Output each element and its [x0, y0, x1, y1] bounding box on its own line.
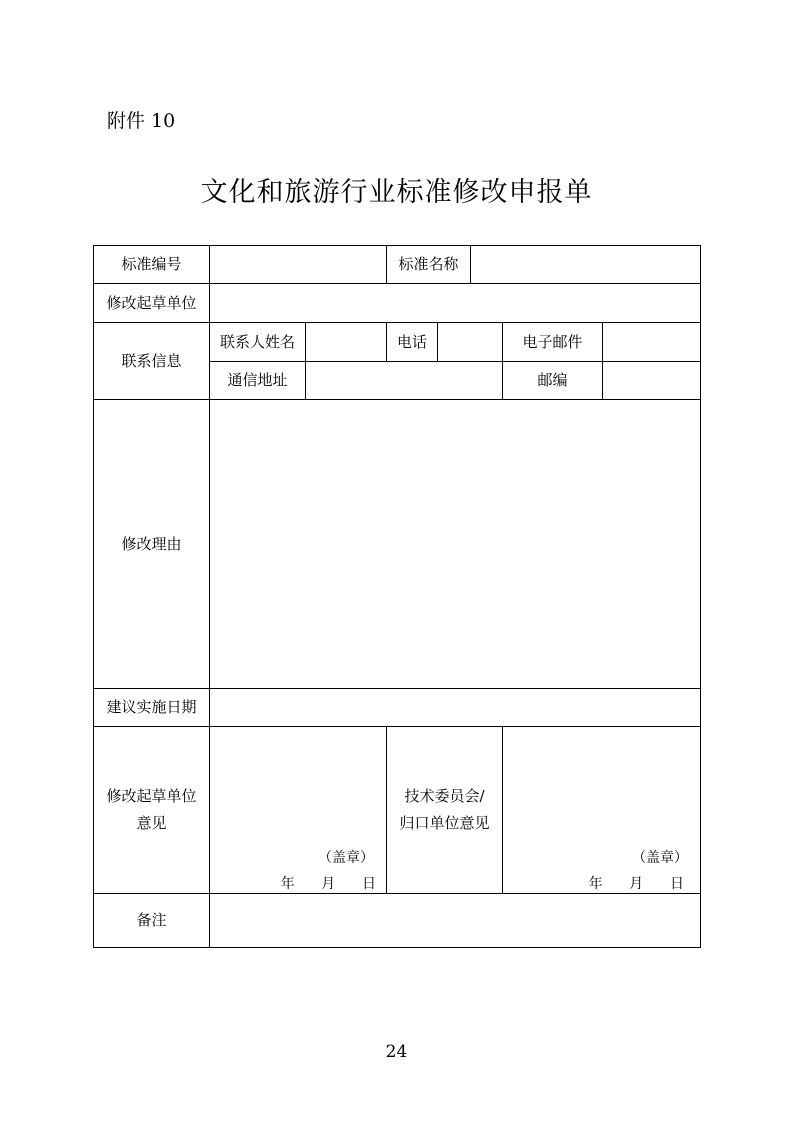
standard-number-field[interactable]	[210, 246, 386, 283]
drafting-unit-label: 修改起草单位	[106, 293, 197, 312]
drafting-opinion-label	[94, 727, 209, 893]
contact-name-label: 联系人姓名	[219, 332, 295, 351]
committee-seal-text: （盖章）	[632, 850, 688, 866]
address-field[interactable]	[306, 362, 502, 399]
contact-info-label: 联系信息	[121, 351, 182, 370]
drafting-date-text: 年 月 日	[280, 876, 376, 892]
drafting-unit-field[interactable]	[210, 284, 700, 322]
contact-name-field[interactable]	[306, 323, 386, 361]
phone-label: 电话	[396, 332, 427, 351]
drafting-opinion-line2: 意见	[136, 814, 167, 832]
drafting-opinion-field[interactable]	[210, 727, 386, 893]
postcode-label: 邮编	[537, 371, 568, 389]
drafting-seal-text: （盖章）	[318, 850, 374, 866]
committee-opinion-field[interactable]	[503, 727, 700, 893]
email-label: 电子邮件	[522, 332, 583, 351]
committee-date-text: 年 月 日	[588, 876, 684, 892]
address-label: 通信地址	[227, 371, 288, 389]
committee-opinion-label	[387, 727, 502, 893]
impl-date-label: 建议实施日期	[106, 698, 197, 716]
standard-number-label: 标准编号	[121, 255, 182, 273]
attachment-label: 附件 10	[107, 110, 176, 132]
impl-date-field[interactable]	[210, 689, 700, 726]
remarks-field[interactable]	[210, 894, 700, 947]
page-number: 24	[385, 1042, 408, 1062]
standard-name-label: 标准名称	[398, 255, 459, 273]
email-field[interactable]	[603, 323, 700, 361]
reason-field[interactable]	[210, 400, 700, 688]
remarks-label: 备注	[136, 911, 167, 929]
application-form-table	[93, 245, 701, 948]
committee-opinion-line2: 归口单位意见	[399, 814, 490, 832]
postcode-field[interactable]	[603, 362, 700, 399]
drafting-opinion-line1: 修改起草单位	[106, 787, 197, 805]
page-title: 文化和旅游行业标准修改申报单	[200, 177, 593, 208]
phone-field[interactable]	[438, 323, 502, 361]
reason-label: 修改理由	[121, 534, 182, 553]
committee-opinion-line1: 技术委员会/	[404, 787, 485, 805]
standard-name-field[interactable]	[471, 246, 700, 283]
